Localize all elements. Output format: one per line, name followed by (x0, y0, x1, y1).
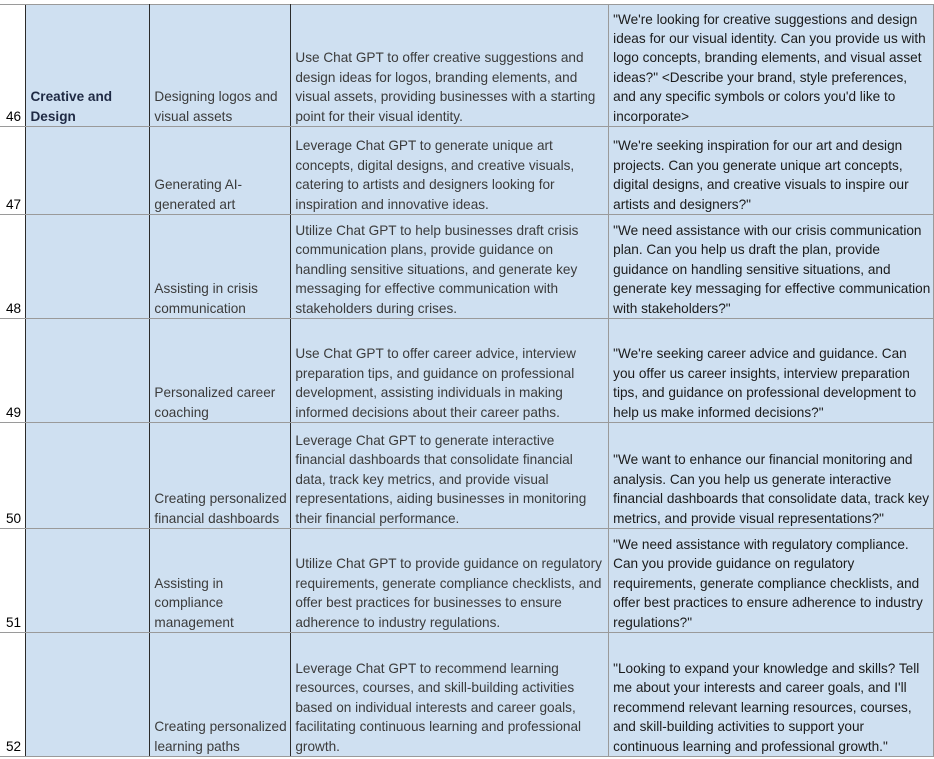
description-cell[interactable]: Leverage Chat GPT to recommend learning resources, courses, and skill-building activities based on individual interests and career goals, facilitating continuous learning and professional growth. (291, 633, 609, 757)
table-row (0, 529, 934, 633)
prompt-cell[interactable]: "We're seeking career advice and guidance. Can you offer us career insights, interview preparation tips, and guidance on professional development to help us make informed decisions?" (609, 319, 934, 423)
table-row (0, 633, 934, 757)
description-cell[interactable]: Use Chat GPT to offer career advice, interview preparation tips, and guidance on professional development, assisting individuals in making informed decisions about their career paths. (291, 319, 609, 423)
description-cell[interactable]: Utilize Chat GPT to help businesses draft crisis communication plans, provide guidance on handling sensitive situations, and generate key messaging for effective communication with stakeholders during crises. (291, 215, 609, 319)
prompt-cell[interactable]: "We're seeking inspiration for our art and design projects. Can you generate unique art concepts, digital designs, and creative visuals to inspire our artists and designers?" (609, 127, 934, 215)
row-number[interactable]: 48 (0, 215, 26, 319)
row-number[interactable]: 52 (0, 633, 26, 757)
table-row (0, 5, 934, 127)
use-case-table (0, 4, 934, 757)
use-case-cell[interactable]: Creating personalized financial dashboards (150, 423, 291, 529)
row-number[interactable]: 49 (0, 319, 26, 423)
row-number[interactable]: 50 (0, 423, 26, 529)
category-cell[interactable] (26, 633, 150, 757)
prompt-cell[interactable]: "We want to enhance our financial monitoring and analysis. Can you help us generate interactive financial dashboards that consolidate data, track key metrics, and provide visual representations?" (609, 423, 934, 529)
use-case-cell[interactable]: Assisting in compliance management (150, 529, 291, 633)
row-number[interactable]: 47 (0, 127, 26, 215)
prompt-cell[interactable]: "We need assistance with regulatory compliance. Can you provide guidance on regulatory requirements, generate compliance checklists, and offer best practices to ensure adherence to industry regulations?" (609, 529, 934, 633)
category-cell[interactable] (26, 529, 150, 633)
category-cell[interactable] (26, 423, 150, 529)
category-cell[interactable] (26, 127, 150, 215)
description-cell[interactable]: Leverage Chat GPT to generate interactive financial dashboards that consolidate financial data, track key metrics, and provide visual representations, aiding businesses in monitoring their financial performance. (291, 423, 609, 529)
description-cell[interactable]: Utilize Chat GPT to provide guidance on regulatory requirements, generate compliance checklists, and offer best practices for businesses to ensure adherence to industry regulations. (291, 529, 609, 633)
prompt-cell[interactable]: "We're looking for creative suggestions and design ideas for our visual identity. Can you provide us with logo concepts, branding elements, and visual asset ideas?" <Describe your brand, style preferences, and any specific symbols or colors you'd like to incorporate> (609, 5, 934, 127)
prompt-cell[interactable]: "Looking to expand your knowledge and skills? Tell me about your interests and career goals, and I'll recommend relevant learning resources, courses, and skill-building activities to support your continuous learning and professional growth." (609, 633, 934, 757)
row-number[interactable]: 51 (0, 529, 26, 633)
use-case-cell[interactable]: Generating AI-generated art (150, 127, 291, 215)
use-case-cell[interactable]: Assisting in crisis communication (150, 215, 291, 319)
category-cell[interactable]: Creative and Design (26, 5, 150, 127)
use-case-cell[interactable]: Designing logos and visual assets (150, 5, 291, 127)
prompt-cell[interactable]: "We need assistance with our crisis communication plan. Can you help us draft the plan, provide guidance on handling sensitive situations, and generate key messaging for effective communication with stakeholders?" (609, 215, 934, 319)
category-cell[interactable] (26, 319, 150, 423)
table-row (0, 423, 934, 529)
row-number[interactable]: 46 (0, 5, 26, 127)
table-row (0, 319, 934, 423)
use-case-cell[interactable]: Creating personalized learning paths (150, 633, 291, 757)
category-cell[interactable] (26, 215, 150, 319)
table-row (0, 127, 934, 215)
description-cell[interactable]: Use Chat GPT to offer creative suggestions and design ideas for logos, branding elements, and visual assets, providing businesses with a starting point for their visual identity. (291, 5, 609, 127)
table-row (0, 215, 934, 319)
description-cell[interactable]: Leverage Chat GPT to generate unique art concepts, digital designs, and creative visuals, catering to artists and designers looking for inspiration and innovative ideas. (291, 127, 609, 215)
use-case-cell[interactable]: Personalized career coaching (150, 319, 291, 423)
